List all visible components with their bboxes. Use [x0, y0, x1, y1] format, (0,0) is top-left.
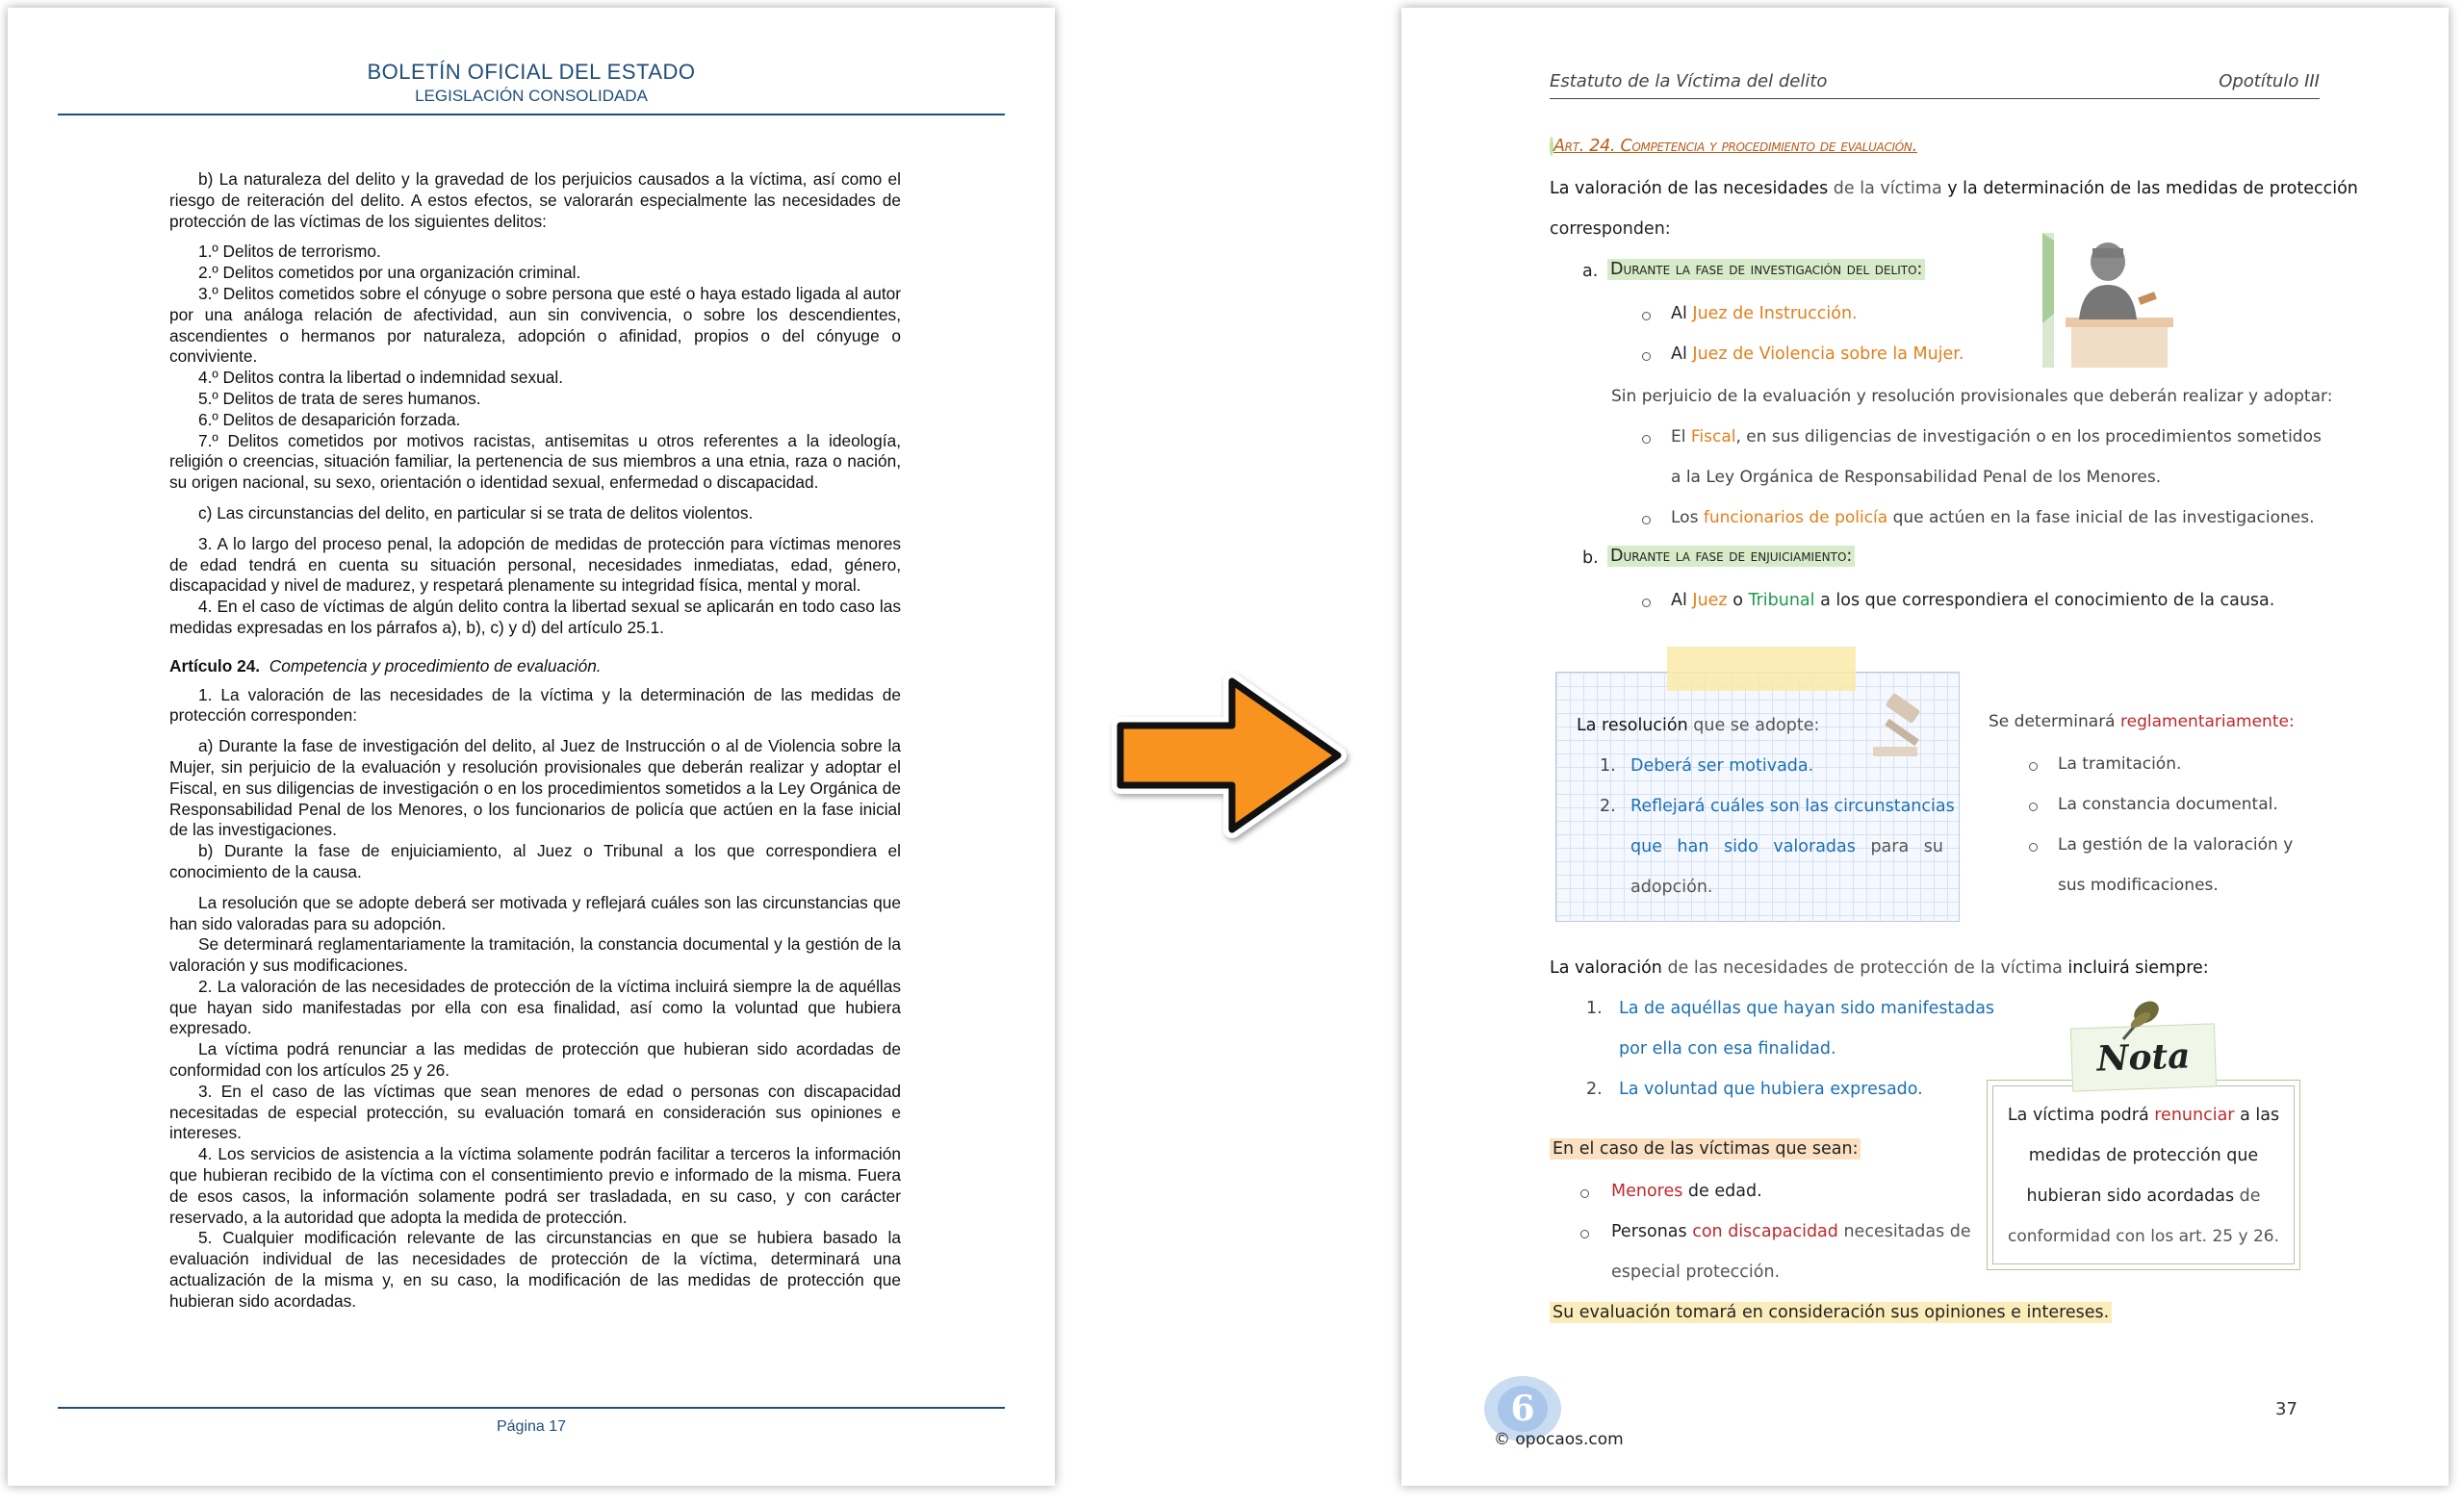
- valoracion-end: incluirá siempre:: [2067, 958, 2209, 978]
- valoracion-line: [1550, 958, 2209, 978]
- case-item-1: [1611, 1182, 1762, 1201]
- reg-item-3-line-2: sus modificaciones.: [2058, 876, 2219, 895]
- boe-subtitle: LEGISLACIÓN CONSOLIDADA: [415, 87, 648, 105]
- boe-paragraph: La resolución que se adopte deberá ser motivada y reflejará cuáles son las circunstancias que han sido valoradas para su adopción.: [169, 892, 901, 933]
- boe-paragraph: 1. La valoración de las necesidades de la víctima y la determinación de las medidas de protección corresponden:: [169, 684, 901, 726]
- valoracion-strong: La valoración: [1550, 958, 1662, 978]
- boe-paragraph: b) La naturaleza del delito y la gravedad de los perjuicios causados a la víctima, así como el riesgo de reiteración del delito. A estos efectos, se valorarán especialmente las necesidades de protección de las víctimas de los siguientes delitos:: [169, 169, 901, 231]
- judge-illustration-icon: [2033, 227, 2177, 371]
- summary-header-rule: [1550, 98, 2320, 99]
- boe-footer-rule: [58, 1407, 1005, 1409]
- bullet: [1642, 435, 1651, 444]
- box-number-1: 1.: [1600, 756, 1616, 776]
- section-b-title: [1607, 547, 1855, 566]
- reg-title: [1989, 712, 2295, 731]
- item-prefix: Al: [1671, 591, 1693, 610]
- val-item-1-line-2: por ella con esa finalidad.: [1619, 1039, 1836, 1059]
- boe-paragraph: 3. En el caso de las víctimas que sean menores de edad o personas con discapacidad necesitadas de especial protección, su evaluación tomará en consideración sus opiniones e intereses.: [169, 1081, 901, 1143]
- boe-paragraph: c) Las circunstancias del delito, en particular si se trata de delitos violentos.: [198, 502, 754, 523]
- boe-body: [169, 169, 901, 1313]
- boe-paragraph: 2.º Delitos cometidos por una organización criminal.: [198, 263, 581, 283]
- cases-title-text: En el caso de las víctimas que sean:: [1550, 1138, 1861, 1160]
- section-b-marker: b.: [1582, 548, 1599, 568]
- case-highlight: Menores: [1611, 1182, 1683, 1201]
- boe-paragraph: 6.º Delitos de desaparición forzada.: [198, 409, 461, 429]
- summary-header-right: Opotítulo III: [2219, 71, 2320, 91]
- reg-title-pre: Se determinará: [1989, 712, 2121, 731]
- cases-title: [1550, 1139, 1861, 1159]
- boe-paragraphs-2: [169, 685, 901, 1313]
- final-line-text: Su evaluación tomará en consideración sus opiniones e intereses.: [1550, 1302, 2112, 1323]
- section-a-sub-1: [1671, 427, 2322, 446]
- boe-title: BOLETÍN OFICIAL DEL ESTADO: [367, 60, 696, 84]
- bullet: [1580, 1230, 1589, 1238]
- copyright: © opocaos.com: [1494, 1430, 1624, 1449]
- boe-paragraph: 4. Los servicios de asistencia a la víctima solamente podrán facilitar a terceros la información que hubieran recibido de la víctima con el consentimiento previo e informado de la misma. Fuera de esos casos, la información solamente podrá ser trasladada, en su caso, y con carácter reservado, a la autoridad que adopta la medida de protección.: [169, 1144, 901, 1227]
- section-a-sub-2: [1671, 508, 2315, 527]
- case-item-2: [1611, 1222, 1971, 1241]
- summary-header: [1550, 71, 2320, 91]
- summary-page-number: 37: [2275, 1399, 2297, 1419]
- item-suffix: , en sus diligencias de investigación o en los procedimientos sometidos: [1735, 427, 2322, 446]
- item-middle: o: [1727, 591, 1749, 610]
- boe-page-number: Página 17: [496, 1418, 567, 1435]
- section-a-item-1: [1671, 304, 1858, 323]
- item-prefix: Los: [1671, 508, 1704, 527]
- nota-line-3: [2000, 1176, 2287, 1216]
- summary-heading-text: Art. 24. Competencia y procedimiento de evaluación.: [1553, 137, 1917, 156]
- boe-paragraph: 3. A lo largo del proceso penal, la adopción de medidas de protección para víctimas menores de edad tendrá en cuenta su situación personal, necesidades inmediatas, edad, género, discapacidad y nivel de madurez, y respetará plenamente su integridad física, mental y moral.: [169, 533, 901, 596]
- final-line: [1550, 1303, 2112, 1322]
- box-title-strong: La resolución: [1577, 716, 1688, 735]
- reg-item-1: La tramitación.: [2058, 754, 2182, 774]
- nota-line-4: conformidad con los art. 25 y 26.: [2007, 1227, 2279, 1246]
- bullet: [2029, 803, 2038, 811]
- bullet: [1642, 352, 1651, 361]
- item-suffix: que actúen en la fase inicial de las investigaciones.: [1887, 508, 2315, 527]
- boe-paragraph: 5. Cualquier modificación relevante de las circunstancias en que se hubiera basado la evaluación individual de las necesidades de protección de la víctima, determinará una actualización de la misma y, en su caso, la modificación de las medidas de protección que hubieran sido acordadas.: [169, 1228, 901, 1311]
- summary-header-left: Estatuto de la Víctima del delito: [1550, 71, 1828, 91]
- box-item-2-line-1: Reflejará cuáles son las circunstancias: [1630, 797, 1955, 816]
- article-label: Artículo 24.: [169, 655, 261, 676]
- section-a-item-2: [1671, 344, 1964, 364]
- summary-heading: [1550, 137, 1917, 156]
- section-a-note: Sin perjuicio de la evaluación y resolución provisionales que deberán realizar y adoptar:: [1611, 387, 2333, 406]
- boe-paragraph: 5.º Delitos de trata de seres humanos.: [198, 388, 481, 408]
- boe-header: [58, 60, 1005, 106]
- val-number-2: 2.: [1586, 1080, 1603, 1099]
- item-prefix: Al: [1671, 344, 1693, 364]
- val-item-1-line-1: La de aquéllas que hayan sido manifestadas: [1619, 999, 1995, 1018]
- item-highlight: Juez de Instrucción.: [1692, 304, 1858, 323]
- boe-paragraphs-1: [169, 169, 901, 639]
- bullet: [1580, 1189, 1589, 1198]
- item-prefix: Al: [1671, 304, 1693, 323]
- bullet: [1642, 312, 1651, 320]
- gavel-icon: [1869, 693, 1940, 762]
- nota-part: hubieran sido acordadas: [2026, 1186, 2235, 1206]
- intro-part-2: de la víctima: [1828, 179, 1948, 198]
- case-suffix: de edad.: [1682, 1182, 1762, 1201]
- item-highlight: Fiscal: [1690, 427, 1736, 446]
- nota-label: Nota: [2070, 1023, 2217, 1091]
- box-item-1: Deberá ser motivada.: [1630, 756, 1814, 776]
- boe-header-rule: [58, 114, 1005, 115]
- boe-paragraph: 3.º Delitos cometidos sobre el cónyuge o sobre persona que esté o haya estado ligada al autor por una análoga relación de afectividad, aun sin convivencia, o sobre los descendientes, ascendientes o hermanos por naturaleza, adopción o afinidad, propios o del cónyuge o conviviente.: [169, 283, 901, 367]
- box-item-2-blue: que han sido valoradas: [1630, 837, 1856, 856]
- item-prefix: El: [1671, 427, 1691, 446]
- case-suffix: necesitadas de: [1837, 1222, 1971, 1241]
- section-b-title-text: Durante la fase de enjuiciamiento:: [1607, 546, 1855, 567]
- logo-number: 6: [1510, 1389, 1535, 1429]
- section-b-item: [1671, 591, 2274, 610]
- section-a-sub-1-line-2: a la Ley Orgánica de Responsabilidad Penal de los Menores.: [1671, 468, 2162, 487]
- nota-text: [2000, 1095, 2287, 1257]
- boe-paragraph: La víctima podrá renunciar a las medidas de protección que hubieran sido acordadas de conformidad con los artículos 25 y 26.: [169, 1039, 901, 1081]
- box-item-2-rest: para su: [1855, 837, 1943, 856]
- tape-decoration: [1667, 647, 1856, 691]
- boe-paragraph: 4.º Delitos contra la libertad o indemnidad sexual.: [198, 368, 564, 388]
- right-arrow-icon: [1107, 664, 1357, 847]
- val-item-2: La voluntad que hubiera expresado.: [1619, 1080, 1923, 1099]
- section-a-title: [1607, 260, 1925, 279]
- bullet: [1642, 599, 1651, 607]
- reg-item-3-line-1: La gestión de la valoración y: [2058, 835, 2294, 855]
- box-item-2-line-2: [1630, 837, 1943, 856]
- article-heading: [169, 656, 901, 677]
- item-highlight: Juez de Violencia sobre la Mujer.: [1692, 344, 1964, 364]
- item-highlight-tribunal: Tribunal: [1748, 591, 1815, 610]
- boe-paragraph: Se determinará reglamentariamente la tramitación, la constancia documental y la gestión de la valoración y sus modificaciones.: [169, 934, 901, 976]
- intro-part-1: La valoración de las necesidades: [1550, 179, 1829, 198]
- case-item-2-line-2: especial protección.: [1611, 1263, 1781, 1282]
- box-title: [1577, 716, 1819, 735]
- intro-line-2: corresponden:: [1550, 219, 1671, 239]
- case-prefix: Personas: [1611, 1222, 1693, 1241]
- item-highlight-juez: Juez: [1692, 591, 1728, 610]
- nota-part: a las: [2234, 1106, 2280, 1125]
- box-item-2-line-3: adopción.: [1630, 878, 1713, 897]
- item-suffix: a los que correspondiera el conocimiento de la causa.: [1814, 591, 2275, 610]
- val-number-1: 1.: [1586, 999, 1603, 1018]
- reg-item-2: La constancia documental.: [2058, 795, 2278, 814]
- summary-page: [1401, 8, 2449, 1486]
- box-number-2: 2.: [1600, 797, 1616, 816]
- nota-part: La víctima podrá: [2007, 1106, 2155, 1125]
- item-highlight: funcionarios de policía: [1703, 508, 1888, 527]
- boe-paragraph: a) Durante la fase de investigación del delito, al Juez de Instrucción o al de Violencia sobre la Mujer, sin perjuicio de la evaluación y resolución provisionales que deberán realizar y adoptar el Fiscal, en sus diligencias de investigación o en los procedimientos sometidos a la Ley Orgánica de Responsabilidad Penal de los Menores, o los funcionarios de policía que actúen en la fase inicial de las investigaciones.: [169, 736, 901, 840]
- case-highlight: con discapacidad: [1692, 1222, 1838, 1241]
- reg-title-highlight: reglamentariamente:: [2120, 712, 2295, 731]
- intro-part-3: y la determinación de las medidas de protección: [1947, 179, 2358, 198]
- article-title: Competencia y procedimiento de evaluación.: [269, 655, 602, 676]
- boe-page: [8, 8, 1055, 1486]
- nota-line-1: [2000, 1095, 2287, 1135]
- nota-highlight: renunciar: [2154, 1106, 2235, 1125]
- valoracion-middle: de las necesidades de protección de la víctima: [1661, 958, 2068, 978]
- section-a-marker: a.: [1582, 262, 1599, 281]
- bullet: [2029, 843, 2038, 852]
- pushpin-icon: [2118, 993, 2168, 1043]
- box-title-rest: que se adopte:: [1687, 716, 1820, 735]
- boe-paragraph: 2. La valoración de las necesidades de protección de la víctima incluirá siempre la de aquéllas que hayan sido manifestadas por ella con esa finalidad, así como la voluntad que hubiera expresado.: [169, 976, 901, 1038]
- bullet: [1642, 516, 1651, 524]
- boe-paragraph: 1.º Delitos de terrorismo.: [198, 242, 381, 262]
- boe-paragraph: 4. En el caso de víctimas de algún delito contra la libertad sexual se aplicarán en todo caso las medidas expresadas en los párrafos a), b), c) y d) del artículo 25.1.: [169, 597, 901, 637]
- nota-line-2: medidas de protección que: [2028, 1146, 2259, 1165]
- intro-line-1: [1550, 179, 2358, 198]
- boe-paragraph: 7.º Delitos cometidos por motivos racistas, antisemitas u otros referentes a la ideología, religión o creencias, situación familiar, la pertenencia de sus miembros a una etnia, raza o nación, su origen nacional, su sexo, orientación o identidad sexual, enfermedad o discapacidad.: [169, 430, 901, 493]
- section-a-title-text: Durante la fase de investigación del delito:: [1607, 259, 1925, 280]
- nota-part: de: [2234, 1186, 2261, 1206]
- bullet: [2029, 762, 2038, 771]
- boe-paragraph: b) Durante la fase de enjuiciamiento, al Juez o Tribunal a los que correspondiera el conocimiento de la causa.: [169, 841, 901, 881]
